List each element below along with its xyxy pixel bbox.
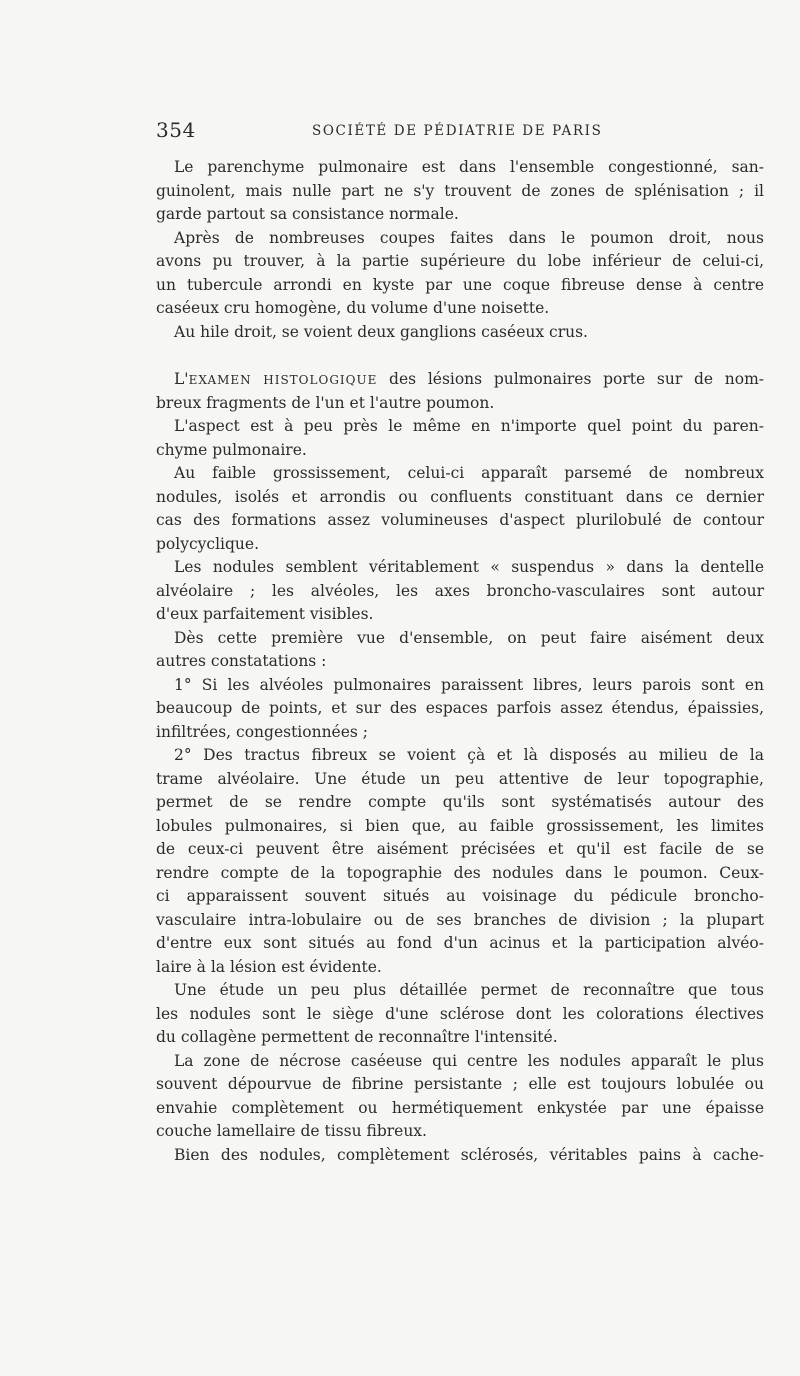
- paragraph-line: [156, 368, 764, 392]
- paragraph-line: garde partout sa consistance normale.: [156, 205, 459, 223]
- paragraph-line: nodules, isolés et arrondis ou confluents constituant dans ce dernier: [156, 487, 764, 506]
- paragraph-line: souvent dépourvue de fibrine persistante ; elle est toujours lobulée ou: [156, 1075, 764, 1093]
- paragraph-line: Le parenchyme pulmonaire est dans l'ensemble congestionné, san-: [174, 158, 764, 176]
- section-lead-smallcaps: EXAMEN HISTOLOGIQUE: [188, 373, 378, 387]
- paragraph-line: 1° Si les alvéoles pulmonaires paraissent libres, leurs parois sont en: [174, 675, 764, 694]
- page-number: 354: [156, 118, 196, 142]
- paragraph-line: breux fragments de l'un et l'autre poumon.: [156, 393, 495, 412]
- paragraph-line: La zone de nécrose caséeuse qui centre les nodules apparaît le plus: [174, 1051, 764, 1070]
- paragraph-line: cas des formations assez volumineuses d'aspect plurilobulé de contour: [156, 511, 764, 529]
- paragraph-line: Après de nombreuses coupes faites dans le poumon droit, nous: [174, 228, 764, 247]
- paragraph-line: Bien des nodules, complètement sclérosés, véritables pains à cache-: [174, 1145, 764, 1164]
- page-header: [156, 118, 776, 148]
- paragraph-line: infiltrées, congestionnées ;: [156, 722, 369, 741]
- paragraph-line: un tubercule arrondi en kyste par une coque fibreuse dense à centre: [156, 275, 764, 294]
- paragraph-line: d'eux parfaitement visibles.: [156, 605, 374, 623]
- paragraph-line: beaucoup de points, et sur des espaces parfois assez étendus, épaissies,: [156, 699, 764, 717]
- section-gap: [156, 344, 764, 368]
- body-text: [156, 156, 764, 1167]
- paragraph-line: Au hile droit, se voient deux ganglions caséeux crus.: [174, 322, 588, 341]
- paragraph-line: polycyclique.: [156, 534, 260, 553]
- paragraph-line: trame alvéolaire. Une étude un peu attentive de leur topographie,: [156, 769, 764, 788]
- paragraph-line: ci apparaissent souvent situés au voisinage du pédicule broncho-: [156, 887, 764, 905]
- paragraph-line: laire à la lésion est évidente.: [156, 957, 382, 976]
- paragraph-line: Au faible grossissement, celui-ci apparaît parsemé de nombreux: [174, 464, 764, 482]
- paragraph-line: Dès cette première vue d'ensemble, on peut faire aisément deux: [174, 628, 764, 647]
- paragraph-line: du collagène permettent de reconnaître l'intensité.: [156, 1028, 558, 1046]
- paragraph-line: L'aspect est à peu près le même en n'importe quel point du paren-: [174, 417, 764, 435]
- paragraph-line: couche lamellaire de tissu fibreux.: [156, 1122, 427, 1140]
- paragraph-line: Une étude un peu plus détaillée permet de reconnaître que tous: [174, 981, 764, 999]
- paragraph-line: d'entre eux sont situés au fond d'un acinus et la participation alvéo-: [156, 934, 764, 952]
- paragraph-line: 2° Des tractus fibreux se voient çà et là disposés au milieu de la: [174, 746, 764, 764]
- paragraph-line: autres constatations :: [156, 652, 327, 670]
- paragraph-line: de ceux-ci peuvent être aisément précisées et qu'il est facile de se: [156, 840, 764, 858]
- paragraph-line: alvéolaire ; les alvéoles, les axes broncho-vasculaires sont autour: [156, 581, 764, 600]
- paragraph-line: vasculaire intra-lobulaire ou de ses branches de division ; la plupart: [156, 910, 764, 929]
- paragraph-line: permet de se rendre compte qu'ils sont systématisés autour des: [156, 793, 764, 811]
- paragraph-line: lobules pulmonaires, si bien que, au faible grossissement, les limites: [156, 816, 764, 835]
- paragraph-line: rendre compte de la topographie des nodules dans le poumon. Ceux-: [156, 863, 764, 882]
- paragraph-line: avons pu trouver, à la partie supérieure du lobe inférieur de celui-ci,: [156, 252, 764, 270]
- paragraph-line: envahie complètement ou hermétiquement enkystée par une épaisse: [156, 1098, 764, 1117]
- paragraph-line: les nodules sont le siège d'une sclérose dont les colorations électives: [156, 1004, 764, 1023]
- paragraph-line: caséeux cru homogène, du volume d'une noisette.: [156, 299, 550, 317]
- paragraph-line: guinolent, mais nulle part ne s'y trouvent de zones de splénisation ; il: [156, 181, 764, 200]
- lead-initial: L': [174, 370, 189, 388]
- running-title: SOCIÉTÉ DE PÉDIATRIE DE PARIS: [312, 123, 603, 139]
- lead-rest: des lésions pulmonaires porte sur de nom-: [377, 370, 765, 388]
- paragraph-line: chyme pulmonaire.: [156, 440, 307, 459]
- paragraph-line: Les nodules semblent véritablement « suspendus » dans la dentelle: [174, 558, 764, 576]
